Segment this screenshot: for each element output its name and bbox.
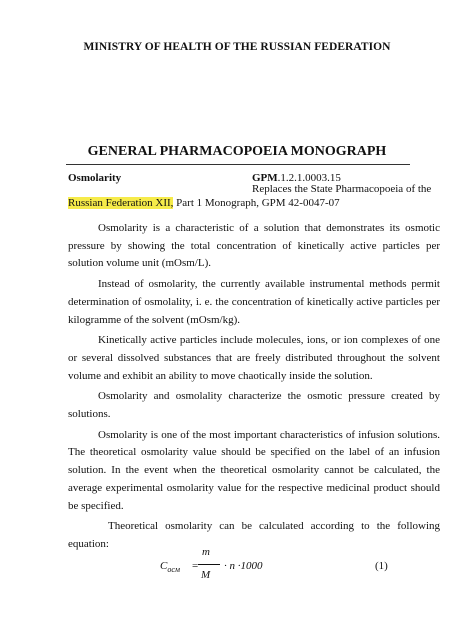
paragraph-1: Osmolarity is a characteristic of a solution that demonstrates its osmotic pressure by showing the total concentration of kinetically active particles per solution volume unit (mOsm/L). <box>68 222 440 270</box>
equation-intro: Theoretical osmolarity can be calculated according to the following equation: <box>68 520 440 550</box>
replaces-line-2 <box>68 197 340 209</box>
formula-fraction-bar <box>198 564 220 565</box>
formula-lhs: $C_{осм}$ <box>160 560 180 575</box>
monograph-code-number: .1.2.1.0003.15 <box>277 172 341 184</box>
document-title: GENERAL PHARMACOPOEIA MONOGRAPH <box>87 144 387 159</box>
formula-equals: = <box>192 560 199 572</box>
title-divider <box>66 164 410 165</box>
paragraph-3: Kinetically active particles include molecules, ions, or ion complexes of one or several dissolved substances that are freely distributed throughout the solvent volume and exhibit an ability to move chaotically inside the solution. <box>68 334 440 382</box>
ministry-heading: MINISTRY OF HEALTH OF THE RUSSIAN FEDERATION <box>83 41 391 53</box>
paragraph-2: Instead of osmolarity, the currently available instrumental methods permit determination of osmolality, i. e. the concentration of kinetically active particles per kilogramme of the solvent (mOsm/kg). <box>68 278 440 326</box>
paragraph-5: Osmolarity is one of the most important characteristics of infusion solutions. The theoretical osmolarity value should be specified on the label of an infusion solution. In the event when the theoretical osmolarity cannot be calculated, the average experimental osmolarity value for the respective medicinal product should be specified. <box>68 428 440 512</box>
formula-denominator: M <box>201 569 211 581</box>
monograph-code-prefix: GPM <box>252 172 278 184</box>
monograph-subject: Osmolarity <box>68 172 122 184</box>
body-text <box>68 220 440 554</box>
replaces-line-1: Replaces the State Pharmacopoeia of the <box>252 183 432 195</box>
formula-number: (1) <box>375 560 388 572</box>
highlighted-text: Russian Federation XII, <box>68 197 174 209</box>
formula-rest: · n ·1000 <box>224 560 263 572</box>
replaces-rest: Part 1 Monograph, GPM 42-0047-07 <box>173 197 340 209</box>
paragraph-4: Osmolarity and osmolality characterize the osmotic pressure created by solutions. <box>68 390 440 421</box>
osmolarity-formula <box>160 546 420 586</box>
formula-numerator: m <box>202 546 210 558</box>
